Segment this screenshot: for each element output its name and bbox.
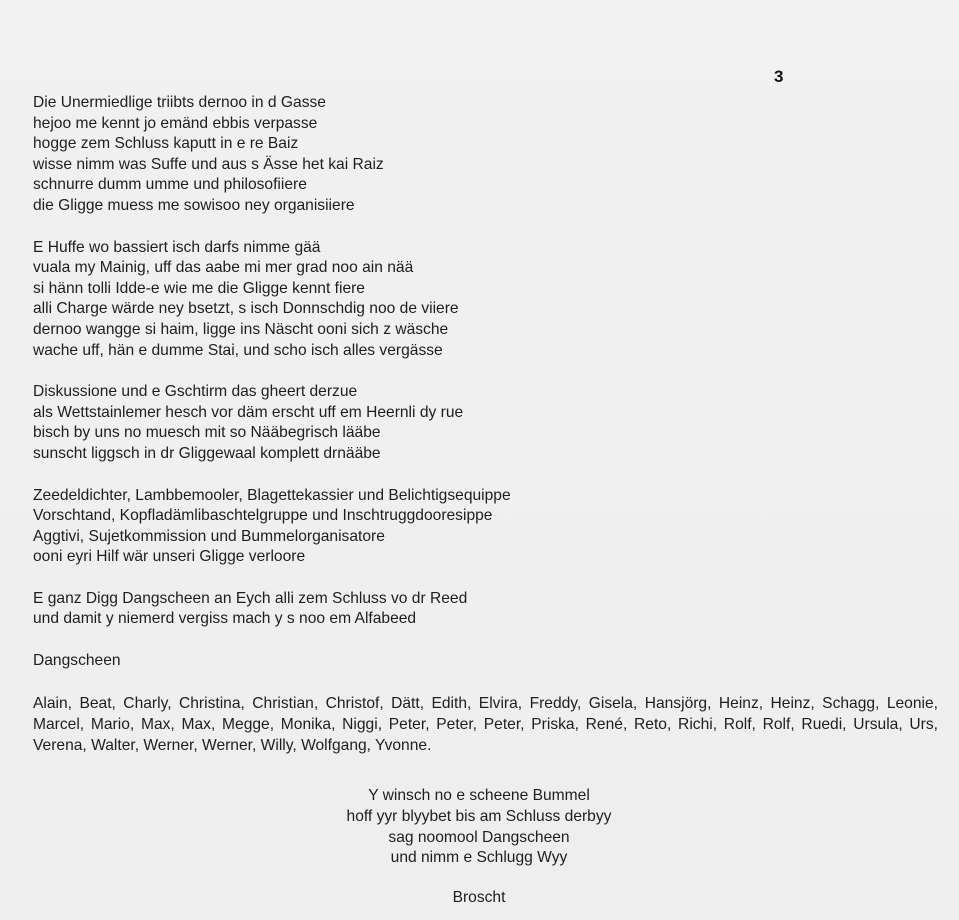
- poem-line: si hänn tolli Idde-e wie me die Gligge kennt fiere: [33, 279, 365, 297]
- poem-line: als Wettstainlemer hesch vor däm erscht uff em Heernli dy rue: [33, 403, 464, 421]
- closing-verse: [289, 786, 669, 869]
- stanza-4: [33, 486, 938, 568]
- poem-body: [33, 93, 938, 756]
- stanza-3: [33, 382, 938, 464]
- poem-line: die Gligge muess me sowisoo ney organisiiere: [33, 196, 355, 214]
- closing-line: hoff yyr blyybet bis am Schluss derbyy: [346, 807, 612, 825]
- poem-line: wisse nimm was Suffe und aus s Ässe het kai Raiz: [33, 155, 384, 173]
- poem-line: vuala my Mainig, uff das aabe mi mer grad noo ain nää: [33, 259, 414, 277]
- poem-line: Zeedeldichter, Lambbemooler, Blagettekassier und Belichtigsequippe: [33, 486, 511, 504]
- stanza-2: [33, 238, 938, 362]
- poem-line: sunscht liggsch in dr Gliggewaal komplett drnääbe: [33, 444, 381, 462]
- greeting-heading: Dangscheen: [33, 652, 121, 670]
- stanza-1: [33, 93, 938, 217]
- poem-line: hogge zem Schluss kaputt in e re Baiz: [33, 135, 299, 153]
- poem-line: Diskussione und e Gschtirm das gheert derzue: [33, 383, 358, 401]
- poem-line: Vorschtand, Kopfladämlibaschtelgruppe und Inschtruggdooresippe: [33, 507, 493, 525]
- poem-line: ooni eyri Hilf wär unseri Gligge verloore: [33, 548, 306, 566]
- closing-line: sag noomool Dangscheen: [388, 828, 570, 846]
- poem-line: hejoo me kennt jo emänd ebbis verpasse: [33, 114, 318, 132]
- stanza-5: [33, 589, 938, 630]
- poem-line: dernoo wangge si haim, ligge ins Näscht ooni sich z wäsche: [33, 320, 449, 338]
- closing-line: und nimm e Schlugg Wyy: [390, 849, 568, 867]
- poem-line: und damit y niemerd vergiss mach y s noo em Alfabeed: [33, 610, 417, 628]
- poem-line: E Huffe wo bassiert isch darfs nimme gää: [33, 238, 321, 256]
- poem-line: alli Charge wärde ney bsetzt, s isch Donnschdig noo de viiere: [33, 300, 459, 318]
- page-number: 3: [774, 67, 784, 86]
- poem-line: bisch by uns no muesch mit so Nääbegrisch lääbe: [33, 424, 381, 442]
- poem-line: Aggtivi, Sujetkommission und Bummelorganisatore: [33, 527, 385, 545]
- poem-line: E ganz Digg Dangscheen an Eych alli zem Schluss vo dr Reed: [33, 589, 468, 607]
- closing-line: Y winsch no e scheene Bummel: [368, 787, 590, 804]
- signature: Broscht: [452, 889, 506, 906]
- poem-line: wache uff, hän e dumme Stai, und scho isch alles vergässe: [33, 341, 443, 359]
- poem-line: schnurre dumm umme und philosofiiere: [33, 176, 307, 194]
- poem-line: Die Unermiedlige triibts dernoo in d Gasse: [33, 94, 326, 111]
- names-list: Alain, Beat, Charly, Christina, Christian, Christof, Dätt, Edith, Elvira, Freddy, Gisela, Hansjörg, Heinz, Heinz, Schagg, Leonie, Marcel, Mario, Max, Max, Megge, Monika, Niggi, Peter, Peter, Peter, Priska, René, Reto, Richi, Rolf, Rolf, Ruedi, Ursula, Urs, Verena, Walter, Werner, Werner, Willy, Wolfgang, Yvonne.: [33, 694, 938, 754]
